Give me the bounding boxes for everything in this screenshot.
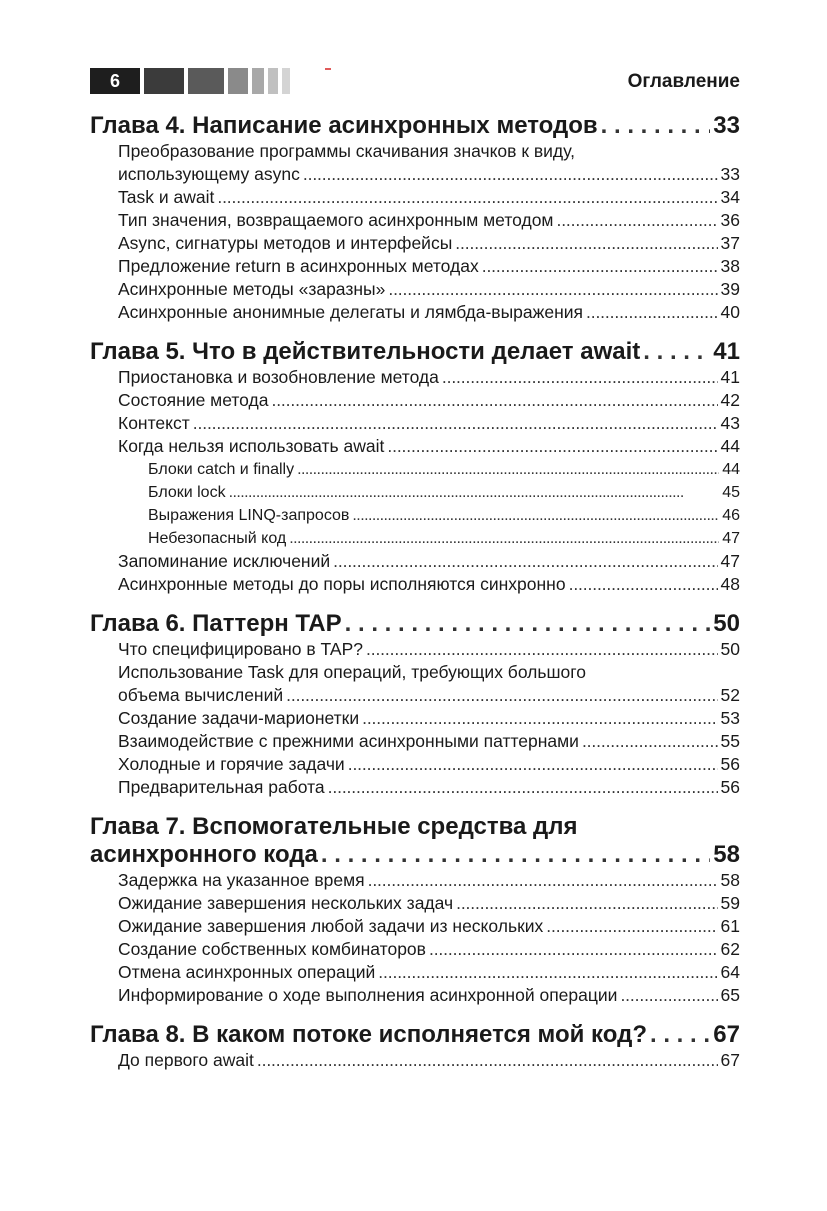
header-decor-bar — [282, 68, 290, 94]
table-of-contents — [90, 112, 740, 1072]
toc-leader-dots — [362, 707, 717, 730]
toc-page-number: 58 — [720, 870, 740, 890]
toc-title: Блоки lock — [148, 484, 226, 501]
toc-leader-dots — [429, 938, 718, 961]
toc-page-number: 44 — [720, 436, 740, 456]
toc-chapter — [90, 610, 740, 638]
toc-title: Контекст — [118, 413, 190, 433]
toc-leader-dots — [193, 412, 718, 435]
toc-entry — [90, 186, 740, 209]
toc-page-number: 50 — [720, 639, 740, 659]
toc-page-number: 62 — [720, 939, 740, 959]
page-number: 6 — [90, 68, 140, 94]
toc-title: Создание задачи-марионетки — [118, 708, 360, 728]
toc-leader-dots — [289, 527, 719, 550]
toc-title: Приостановка и возобновление метода — [118, 367, 439, 387]
toc-title: Информирование о ходе выполнения асинхронной операции — [118, 985, 618, 1005]
toc-leader-dots — [378, 961, 717, 984]
toc-title: Task и await — [118, 187, 215, 207]
toc-title: Async, сигнатуры методов и интерфейсы — [118, 233, 453, 253]
toc-page-number: 53 — [720, 708, 740, 728]
toc-entry — [90, 209, 740, 232]
toc-entry — [90, 435, 740, 458]
toc-page-number: 36 — [720, 210, 740, 230]
toc-page-number: 34 — [720, 187, 740, 207]
toc-entry — [90, 573, 740, 596]
toc-leader-dots — [482, 255, 718, 278]
toc-entry — [90, 278, 740, 301]
header-decor-bar — [144, 68, 184, 94]
toc-title-line: Глава 7. Вспомогательные средства для — [90, 813, 578, 840]
toc-title: Создание собственных комбинаторов — [118, 939, 426, 959]
toc-entry — [90, 707, 740, 730]
toc-leader-dots — [333, 550, 717, 573]
toc-page-number: 48 — [720, 574, 740, 594]
toc-page-number: 55 — [720, 731, 740, 751]
toc-page-number: 61 — [720, 916, 740, 936]
toc-title: До первого await — [118, 1050, 254, 1070]
toc-title: Глава 6. Паттерн TAP — [90, 610, 342, 637]
toc-leader-dots — [345, 610, 711, 638]
toc-leader-dots — [286, 684, 717, 707]
toc-page-number: 41 — [720, 367, 740, 387]
toc-page-number: 56 — [720, 754, 740, 774]
toc-entry — [90, 140, 740, 186]
toc-leader-dots — [229, 481, 720, 504]
toc-title: Когда нельзя использовать await — [118, 436, 385, 456]
header-decor-bar — [268, 68, 278, 94]
toc-title: Выражения LINQ-запросов — [148, 507, 350, 524]
toc-leader-dots — [620, 984, 717, 1007]
toc-page-number: 42 — [720, 390, 740, 410]
toc-title: Глава 8. В каком потоке исполняется мой код? — [90, 1021, 647, 1048]
toc-title: Предложение return в асинхронных методах — [118, 256, 479, 276]
toc-entry — [90, 984, 740, 1007]
toc-leader-dots — [368, 869, 718, 892]
toc-title: Ожидание завершения нескольких задач — [118, 893, 454, 913]
toc-title-line: Использование Task для операций, требующих большого — [118, 662, 587, 682]
toc-leader-dots — [297, 458, 719, 481]
toc-page-number: 58 — [713, 841, 740, 868]
toc-page-number: 38 — [720, 256, 740, 276]
toc-title: Глава 4. Написание асинхронных методов — [90, 112, 598, 139]
toc-entry — [90, 301, 740, 324]
toc-entry — [90, 550, 740, 573]
toc-page-number: 67 — [720, 1050, 740, 1070]
toc-page-number: 47 — [722, 530, 740, 547]
toc-entry — [90, 892, 740, 915]
page-header — [90, 68, 740, 96]
toc-title: Задержка на указанное время — [118, 870, 365, 890]
toc-page-number: 41 — [713, 338, 740, 365]
toc-title: Небезопасный код — [148, 530, 287, 547]
toc-entry — [90, 366, 740, 389]
toc-leader-dots — [352, 504, 719, 527]
toc-leader-dots — [321, 841, 710, 869]
toc-page-number: 59 — [720, 893, 740, 913]
toc-leader-dots — [546, 915, 717, 938]
toc-entry — [90, 938, 740, 961]
toc-title: Взаимодействие с прежними асинхронными паттернами — [118, 731, 579, 751]
toc-entry — [90, 232, 740, 255]
toc-title-line: Преобразование программы скачивания значков к виду, — [118, 141, 575, 161]
toc-subentry — [90, 527, 740, 550]
toc-leader-dots — [257, 1049, 718, 1072]
header-decor-bar — [252, 68, 264, 94]
toc-entry — [90, 730, 740, 753]
header-decor-bar — [228, 68, 248, 94]
toc-page-number: 56 — [720, 777, 740, 797]
toc-title: использующему async — [118, 164, 300, 184]
toc-leader-dots — [217, 186, 717, 209]
toc-page-number: 43 — [720, 413, 740, 433]
toc-page-number: 37 — [720, 233, 740, 253]
toc-leader-dots — [271, 389, 717, 412]
toc-entry — [90, 961, 740, 984]
toc-title: Предварительная работа — [118, 777, 325, 797]
toc-chapter — [90, 112, 740, 140]
toc-page-number: 47 — [720, 551, 740, 571]
toc-subentry — [90, 481, 740, 504]
toc-leader-dots — [582, 730, 718, 753]
toc-title: Ожидание завершения любой задачи из нескольких — [118, 916, 544, 936]
toc-page-number: 67 — [713, 1021, 740, 1048]
toc-entry — [90, 776, 740, 799]
toc-leader-dots — [388, 278, 717, 301]
toc-subentry — [90, 458, 740, 481]
toc-leader-dots — [387, 435, 717, 458]
toc-page-number: 45 — [722, 484, 740, 501]
toc-chapter — [90, 813, 740, 869]
toc-page-number: 33 — [713, 112, 740, 139]
toc-title: Асинхронные анонимные делегаты и лямбда-выражения — [118, 302, 583, 322]
toc-entry — [90, 661, 740, 707]
toc-title: Холодные и горячие задачи — [118, 754, 345, 774]
toc-subentry — [90, 504, 740, 527]
toc-entry — [90, 412, 740, 435]
toc-title: Асинхронные методы «заразны» — [118, 279, 386, 299]
toc-leader-dots — [456, 892, 717, 915]
toc-title: Что специфицировано в TAP? — [118, 639, 363, 659]
toc-entry — [90, 869, 740, 892]
header-decor-bar — [188, 68, 224, 94]
toc-page-number: 40 — [720, 302, 740, 322]
toc-leader-dots — [643, 338, 710, 366]
toc-leader-dots — [303, 163, 718, 186]
toc-page-number: 50 — [713, 610, 740, 637]
toc-page-number: 52 — [720, 685, 740, 705]
toc-page-number: 33 — [720, 164, 740, 184]
header-accent-mark — [325, 68, 331, 70]
toc-chapter — [90, 338, 740, 366]
toc-page-number: 39 — [720, 279, 740, 299]
toc-entry — [90, 255, 740, 278]
toc-leader-dots — [455, 232, 717, 255]
toc-title: Тип значения, возвращаемого асинхронным методом — [118, 210, 554, 230]
toc-leader-dots — [348, 753, 718, 776]
toc-title: асинхронного кода — [90, 841, 318, 868]
toc-page-number: 64 — [720, 962, 740, 982]
toc-title: Глава 5. Что в действительности делает await — [90, 338, 641, 365]
toc-title: Асинхронные методы до поры исполняются синхронно — [118, 574, 566, 594]
toc-title: Блоки catch и finally — [148, 461, 295, 478]
toc-entry — [90, 1049, 740, 1072]
toc-leader-dots — [556, 209, 717, 232]
toc-entry — [90, 638, 740, 661]
toc-leader-dots — [650, 1021, 710, 1049]
toc-page-number: 46 — [722, 507, 740, 524]
toc-title: Отмена асинхронных операций — [118, 962, 376, 982]
toc-title: Запоминание исключений — [118, 551, 331, 571]
toc-entry — [90, 753, 740, 776]
toc-leader-dots — [442, 366, 718, 389]
toc-leader-dots — [586, 301, 718, 324]
toc-entry — [90, 389, 740, 412]
toc-chapter — [90, 1021, 740, 1049]
toc-title: Состояние метода — [118, 390, 269, 410]
toc-page-number: 65 — [720, 985, 740, 1005]
toc-leader-dots — [328, 776, 718, 799]
toc-page-number: 44 — [722, 461, 740, 478]
toc-leader-dots — [569, 573, 718, 596]
toc-entry — [90, 915, 740, 938]
toc-leader-dots — [366, 638, 718, 661]
running-title: Оглавление — [627, 71, 740, 92]
toc-leader-dots — [601, 112, 711, 140]
toc-title: объема вычислений — [118, 685, 284, 705]
